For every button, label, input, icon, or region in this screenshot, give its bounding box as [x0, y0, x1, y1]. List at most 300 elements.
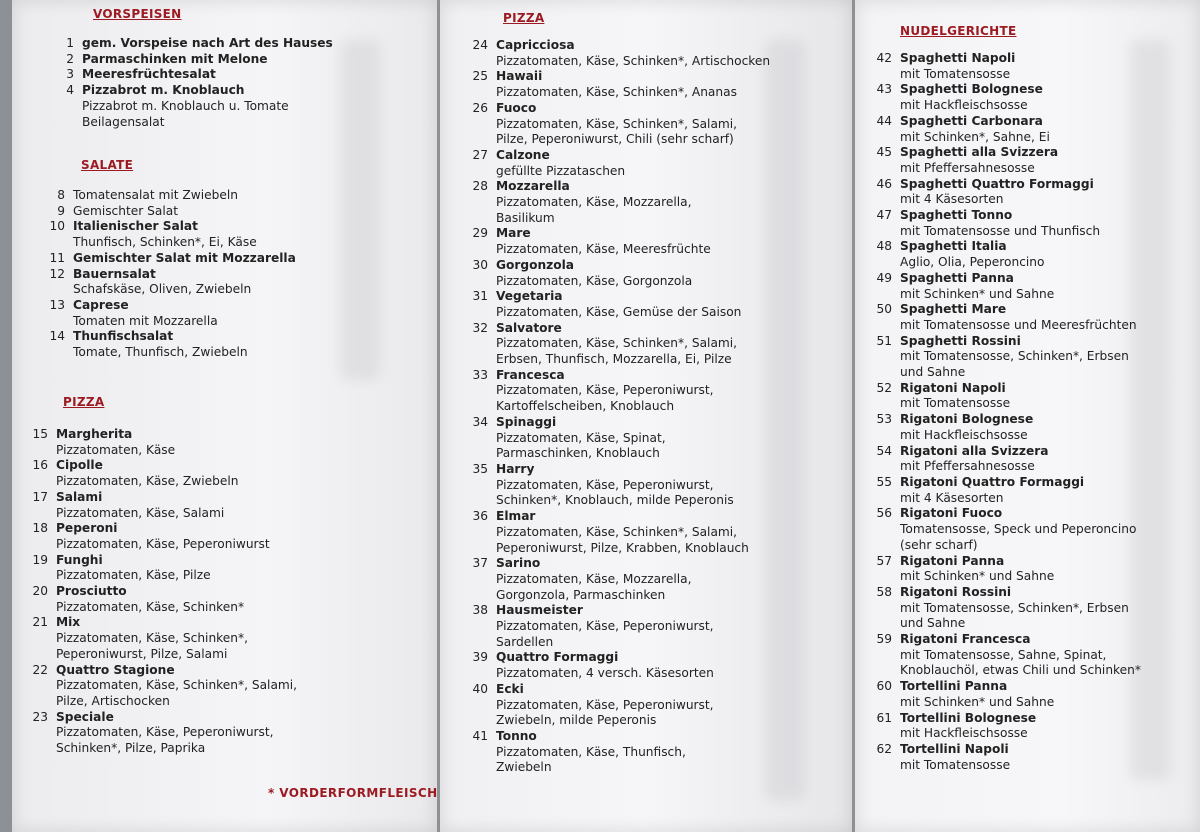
menu-item	[43, 298, 373, 329]
item-number: 22	[32, 662, 48, 677]
item-description	[496, 619, 766, 650]
menu-item	[43, 267, 373, 298]
item-name: Spaghetti Panna	[900, 270, 1014, 285]
item-name: Spinaggi	[496, 414, 557, 429]
item-description-line: Pizzatomaten, Käse, Schinken*, Salami,	[56, 678, 298, 693]
item-number: 36	[472, 509, 488, 524]
item-description-line: Pizzatomaten, Käse, Schinken*, Salami,	[496, 524, 738, 539]
item-description-line: Pizzatomaten, Käse, Mozzarella,	[496, 571, 692, 586]
menu-item	[870, 381, 1160, 412]
item-name: Mare	[496, 226, 531, 241]
item-name: Mozzarella	[496, 179, 570, 194]
item-description	[496, 85, 766, 101]
menu-item	[466, 258, 766, 289]
menu-item	[870, 711, 1160, 742]
item-description-line: Tomaten mit Mozzarella	[73, 313, 218, 328]
menu-item	[466, 556, 766, 603]
item-number: 58	[876, 584, 892, 599]
item-name: Spaghetti Quattro Formaggi	[900, 176, 1094, 191]
item-description	[73, 314, 373, 330]
item-description-line: mit Tomatensosse und Thunfisch	[900, 223, 1101, 238]
menu-item	[466, 682, 766, 729]
menu-item	[466, 462, 766, 509]
item-number: 46	[876, 176, 892, 191]
item-number: 33	[472, 367, 488, 382]
item-description	[900, 130, 1160, 146]
item-description	[56, 506, 386, 522]
item-name: Caprese	[73, 297, 129, 312]
item-description-line: Pizzatomaten, Käse, Mozzarella,	[496, 195, 692, 210]
item-number: 37	[472, 556, 488, 571]
item-description	[56, 443, 386, 459]
item-name: Quattro Stagione	[56, 662, 175, 677]
item-description-line: Pizzatomaten, Käse, Meeresfrüchte	[496, 242, 711, 257]
menu-item	[870, 302, 1160, 333]
menu-item	[870, 239, 1160, 270]
menu-item	[26, 553, 386, 584]
item-description-line: Pilze, Artischocken	[56, 693, 170, 708]
item-description-line: Thunfisch, Schinken*, Ei, Käse	[73, 235, 257, 250]
menu-item-extra: Beilagensalat	[82, 114, 165, 129]
item-description-line: und Sahne	[900, 365, 966, 380]
menu-item	[870, 145, 1160, 176]
menu-item	[26, 584, 386, 615]
item-name: Parmaschinken mit Melone	[82, 51, 268, 66]
item-name: Tortellini Napoli	[900, 741, 1009, 756]
item-description	[496, 164, 766, 180]
item-description	[56, 600, 386, 616]
menu-item	[870, 82, 1160, 113]
menu-item	[870, 51, 1160, 82]
item-description	[56, 568, 386, 584]
item-name: Spaghetti Rossini	[900, 333, 1021, 348]
item-number: 61	[876, 710, 892, 725]
item-description	[900, 349, 1160, 380]
menu-item	[466, 69, 766, 100]
item-description-line: Pizzatomaten, Käse, Schinken*, Artischocken	[496, 53, 771, 68]
item-number: 59	[876, 632, 892, 647]
item-name: Gemischter Salat	[73, 203, 178, 218]
item-description-line: Pizzatomaten, Käse, Schinken*	[56, 599, 245, 614]
menu-item	[870, 444, 1160, 475]
item-number: 2	[66, 51, 74, 66]
section-heading-salate: SALATE	[81, 158, 134, 172]
item-description	[56, 678, 386, 709]
item-description-line: Peperoniwurst, Pilze, Krabben, Knoblauch	[496, 540, 749, 555]
menu-item	[43, 329, 373, 360]
menu-item	[870, 475, 1160, 506]
menu-item	[870, 412, 1160, 443]
item-name: Tomatensalat mit Zwiebeln	[73, 188, 238, 202]
item-description	[900, 287, 1160, 303]
item-name: Vegetaria	[496, 289, 563, 304]
item-name: Hawaii	[496, 69, 543, 84]
menu-item	[26, 490, 386, 521]
item-description	[496, 431, 766, 462]
item-name: Tonno	[496, 728, 537, 743]
item-description	[73, 235, 373, 251]
item-description-line: Pizzatomaten, Käse, Peperoniwurst,	[496, 383, 714, 398]
item-description-line: mit Tomatensosse, Schinken*, Erbsen	[900, 600, 1129, 615]
item-name: Meeresfrüchtesalat	[82, 67, 216, 82]
item-number: 30	[472, 257, 488, 272]
item-number: 42	[876, 51, 892, 65]
item-description-line: Pizzatomaten, Käse, Salami	[56, 505, 225, 520]
item-description	[56, 537, 386, 553]
item-description	[496, 478, 766, 509]
item-name: Salvatore	[496, 320, 562, 335]
item-number: 60	[876, 679, 892, 694]
item-name: Pizzabrot m. Knoblauch	[82, 83, 245, 98]
menu-item	[26, 615, 386, 662]
item-description	[900, 224, 1160, 240]
item-number: 25	[472, 69, 488, 84]
section-heading-vorspeisen: VORSPEISEN	[93, 7, 182, 21]
menu-item	[870, 585, 1160, 632]
item-name: Spaghetti Mare	[900, 302, 1007, 317]
item-number: 53	[876, 412, 892, 427]
menu-item	[466, 368, 766, 415]
item-number: 15	[32, 427, 48, 441]
menu-item	[466, 415, 766, 462]
menu-item	[870, 632, 1160, 679]
item-description-line: mit 4 Käsesorten	[900, 192, 1004, 207]
footnote: * VORDERFORMFLEISCH	[268, 786, 438, 800]
item-number: 47	[876, 208, 892, 223]
item-name: Tortellini Panna	[900, 679, 1008, 694]
item-description	[900, 459, 1160, 475]
item-name: Spaghetti alla Svizzera	[900, 145, 1059, 160]
item-number: 38	[472, 603, 488, 618]
item-number: 41	[472, 728, 488, 743]
item-number: 34	[472, 414, 488, 429]
item-description	[900, 726, 1160, 742]
item-description-line: Pizzatomaten, Käse, Schinken*,	[56, 631, 248, 646]
item-description-line: mit 4 Käsesorten	[900, 490, 1004, 505]
menu-item	[466, 38, 771, 69]
item-description	[900, 67, 1160, 83]
item-name: Francesca	[496, 367, 565, 382]
menu-item	[43, 188, 373, 204]
section-heading-pizza-continued: PIZZA	[503, 11, 545, 25]
item-number: 4	[66, 83, 74, 98]
menu-item	[466, 101, 766, 148]
menu-item	[52, 52, 372, 68]
item-description-line: Pizzatomaten, Käse	[56, 442, 176, 457]
item-description	[900, 318, 1160, 334]
menu-item	[466, 603, 766, 650]
item-description	[496, 666, 766, 682]
item-description	[496, 274, 766, 290]
item-name: Spaghetti Tonno	[900, 208, 1013, 223]
item-name: Tortellini Bolognese	[900, 710, 1037, 725]
item-number: 13	[49, 297, 65, 312]
nudel-list	[870, 51, 1160, 773]
item-number: 56	[876, 506, 892, 521]
item-description-line: Parmaschinken, Knoblauch	[496, 446, 660, 461]
item-description-line: Pizzatomaten, Käse, Gorgonzola	[496, 273, 693, 288]
item-number: 32	[472, 320, 488, 335]
item-number: 29	[472, 226, 488, 241]
item-number: 19	[32, 552, 48, 567]
item-description	[900, 491, 1160, 507]
item-name: Thunfischsalat	[73, 329, 174, 344]
item-number: 8	[57, 188, 65, 202]
item-description-line: Pizzatomaten, Käse, Schinken*, Ananas	[496, 85, 737, 100]
menu-item	[26, 458, 386, 489]
menu-item	[43, 251, 373, 267]
salate-list	[43, 188, 373, 361]
item-description	[900, 601, 1160, 632]
item-description-line: Zwiebeln, milde Peperonis	[496, 713, 657, 728]
item-name: Rigatoni Quattro Formaggi	[900, 474, 1085, 489]
item-description-line: Gorgonzola, Parmaschinken	[496, 587, 666, 602]
item-number: 17	[32, 489, 48, 504]
menu-item	[466, 321, 766, 368]
item-name: Quattro Formaggi	[496, 650, 619, 665]
item-name: Rigatoni Rossini	[900, 584, 1012, 599]
menu-item	[52, 83, 372, 99]
item-name: Rigatoni Panna	[900, 553, 1005, 568]
pizza-list-left	[26, 427, 386, 757]
item-description-line: Schinken*, Knoblauch, milde Peperonis	[496, 493, 734, 508]
item-description	[900, 428, 1160, 444]
item-number: 9	[57, 203, 65, 218]
item-name: Spaghetti Italia	[900, 239, 1007, 254]
item-description-line: Pizzatomaten, Käse, Schinken*, Salami,	[496, 116, 738, 131]
item-number: 35	[472, 461, 488, 476]
item-number: 24	[472, 38, 488, 52]
item-description-line: Aglio, Olia, Peperoncino	[900, 255, 1045, 270]
item-name: Margherita	[56, 427, 133, 441]
item-description	[496, 745, 766, 776]
item-description-line: Pizzatomaten, Käse, Gemüse der Saison	[496, 304, 742, 319]
item-name: Peperoni	[56, 521, 118, 536]
item-description-line: Schinken*, Pilze, Paprika	[56, 741, 206, 756]
item-number: 57	[876, 553, 892, 568]
item-description-line: mit Tomatensosse, Schinken*, Erbsen	[900, 349, 1129, 364]
menu-item	[466, 226, 766, 257]
item-description	[56, 474, 386, 490]
item-description-line: Pizzatomaten, 4 versch. Käsesorten	[496, 666, 714, 681]
menu-item	[466, 509, 766, 556]
item-description-line: Pizzatomaten, Käse, Peperoniwurst,	[56, 725, 274, 740]
item-number: 50	[876, 302, 892, 317]
menu-item	[466, 729, 766, 776]
item-description	[900, 161, 1160, 177]
item-number: 12	[49, 266, 65, 281]
item-number: 11	[49, 250, 65, 265]
item-description-line: Knoblauchöl, etwas Chili und Schinken*	[900, 663, 1141, 678]
item-number: 1	[66, 36, 74, 50]
section-heading-pizza: PIZZA	[63, 395, 105, 409]
item-description	[496, 572, 766, 603]
item-description	[900, 192, 1160, 208]
item-name: Mix	[56, 615, 81, 630]
item-name: Harry	[496, 461, 535, 476]
item-description-line: Zwiebeln	[496, 760, 552, 775]
menu-item	[870, 742, 1160, 773]
item-description-line: Tomate, Thunfisch, Zwiebeln	[73, 345, 248, 360]
menu-item	[466, 148, 766, 179]
item-number: 31	[472, 289, 488, 304]
item-name: Hausmeister	[496, 603, 583, 618]
item-number: 54	[876, 443, 892, 458]
item-description-line: mit Pfeffersahnesosse	[900, 160, 1035, 175]
item-description	[900, 522, 1160, 553]
item-description	[496, 242, 766, 258]
item-name: Salami	[56, 489, 103, 504]
item-description-line: mit Tomatensosse, Sahne, Spinat,	[900, 647, 1107, 662]
menu-item	[52, 36, 372, 52]
item-number: 3	[66, 67, 74, 82]
item-description-line: (sehr scharf)	[900, 537, 978, 552]
pizza-list-middle	[466, 38, 771, 776]
item-number: 52	[876, 380, 892, 395]
item-description-line: und Sahne	[900, 616, 966, 631]
item-description	[496, 525, 766, 556]
item-description	[496, 383, 766, 414]
item-number: 10	[49, 219, 65, 234]
item-description-line: mit Tomatensosse und Meeresfrüchten	[900, 317, 1137, 332]
item-number: 44	[876, 113, 892, 128]
item-number: 40	[472, 681, 488, 696]
menu-item	[466, 650, 766, 681]
menu-item	[870, 177, 1160, 208]
item-description-line: Pizzatomaten, Käse, Peperoniwurst,	[496, 619, 714, 634]
item-name: Spaghetti Bolognese	[900, 82, 1043, 97]
item-number: 45	[876, 145, 892, 160]
section-heading-nudelgerichte: NUDELGERICHTE	[900, 24, 1017, 38]
item-number: 55	[876, 474, 892, 489]
item-description	[496, 305, 766, 321]
item-description-line: Sardellen	[496, 634, 554, 649]
item-description	[496, 698, 766, 729]
price-column-shadow	[765, 40, 805, 800]
item-description-line: mit Hackfleischsosse	[900, 427, 1028, 442]
item-description	[900, 396, 1160, 412]
item-description-line: Peperoniwurst, Pilze, Salami	[56, 646, 228, 661]
item-number: 62	[876, 741, 892, 756]
item-description-line: mit Tomatensosse	[900, 66, 1011, 81]
item-description-line: mit Hackfleischsosse	[900, 726, 1028, 741]
menu-item	[870, 679, 1160, 710]
item-number: 49	[876, 270, 892, 285]
item-description-line: Pizzatomaten, Käse, Pilze	[56, 568, 211, 583]
item-number: 48	[876, 239, 892, 254]
menu-item	[52, 67, 372, 83]
item-description	[56, 725, 386, 756]
item-description-line: Pizzatomaten, Käse, Zwiebeln	[56, 474, 239, 489]
vorspeisen-list	[52, 36, 372, 130]
item-name: Rigatoni alla Svizzera	[900, 443, 1049, 458]
item-name: Funghi	[56, 552, 103, 567]
menu-item	[26, 427, 386, 458]
menu-item	[870, 334, 1160, 381]
item-description	[900, 569, 1160, 585]
menu-item	[43, 204, 373, 220]
item-description	[496, 53, 771, 70]
item-description	[73, 345, 373, 361]
item-name: Rigatoni Bolognese	[900, 412, 1034, 427]
item-description-line: Pizzatomaten, Käse, Thunfisch,	[496, 744, 686, 759]
item-description-line: mit Tomatensosse	[900, 757, 1011, 772]
item-description-line: Pilze, Peperoniwurst, Chili (sehr scharf)	[496, 132, 734, 147]
item-name: Cipolle	[56, 458, 103, 473]
item-description-line: Pizzatomaten, Käse, Peperoniwurst	[56, 536, 270, 551]
item-number: 51	[876, 333, 892, 348]
item-description-line: mit Schinken* und Sahne	[900, 694, 1055, 709]
item-name: Sarino	[496, 556, 541, 571]
menu-item	[26, 710, 386, 757]
item-name: Speciale	[56, 709, 114, 724]
item-name: Gorgonzola	[496, 257, 575, 272]
menu-item-extra: Pizzabrot m. Knoblauch u. Tomate	[82, 98, 289, 113]
item-name: Fuoco	[496, 100, 537, 115]
item-description	[496, 336, 766, 367]
item-name: Rigatoni Fuoco	[900, 506, 1003, 521]
item-number: 21	[32, 615, 48, 630]
item-number: 14	[49, 329, 65, 344]
item-description	[56, 631, 386, 662]
item-name: Ecki	[496, 681, 524, 696]
item-description-line: Schafskäse, Oliven, Zwiebeln	[73, 282, 252, 297]
menu-item	[870, 271, 1160, 302]
item-description	[73, 282, 373, 298]
item-number: 18	[32, 521, 48, 536]
item-description-line: mit Schinken* und Sahne	[900, 286, 1055, 301]
item-number: 39	[472, 650, 488, 665]
item-number: 23	[32, 709, 48, 724]
item-description-line: Pizzatomaten, Käse, Peperoniwurst,	[496, 477, 714, 492]
item-number: 27	[472, 147, 488, 162]
menu-item	[870, 208, 1160, 239]
menu-item	[466, 179, 766, 226]
item-name: Bauernsalat	[73, 266, 156, 281]
item-description	[496, 117, 766, 148]
menu-item	[26, 521, 386, 552]
item-description-line: Pizzatomaten, Käse, Spinat,	[496, 430, 666, 445]
item-number: 16	[32, 458, 48, 473]
menu-item	[466, 289, 766, 320]
item-description	[900, 758, 1160, 774]
item-number: 28	[472, 179, 488, 194]
item-description-line: mit Schinken* und Sahne	[900, 569, 1055, 584]
item-description-line: mit Pfeffersahnesosse	[900, 459, 1035, 474]
menu-item	[26, 663, 386, 710]
item-description	[900, 648, 1160, 679]
item-description-line: Kartoffelscheiben, Knoblauch	[496, 399, 675, 414]
item-description	[900, 98, 1160, 114]
item-description-line: mit Hackfleischsosse	[900, 98, 1028, 113]
item-description-line: Erbsen, Thunfisch, Mozzarella, Ei, Pilze	[496, 352, 732, 367]
item-description-line: Basilikum	[496, 210, 555, 225]
item-description-line: Tomatensosse, Speck und Peperoncino	[900, 522, 1137, 537]
menu-item	[870, 114, 1160, 145]
item-description	[496, 195, 766, 226]
item-description-line: Pizzatomaten, Käse, Peperoniwurst,	[496, 697, 714, 712]
item-name: Gemischter Salat mit Mozzarella	[73, 250, 296, 265]
item-name: Spaghetti Napoli	[900, 51, 1016, 65]
item-name: Rigatoni Francesca	[900, 632, 1031, 647]
item-name: Elmar	[496, 509, 536, 524]
item-name: gem. Vorspeise nach Art des Hauses	[82, 36, 333, 50]
item-description	[900, 255, 1160, 271]
item-description-line: mit Schinken*, Sahne, Ei	[900, 129, 1050, 144]
item-description-line: gefüllte Pizzataschen	[496, 163, 626, 178]
menu-item	[870, 554, 1160, 585]
item-name: Capricciosa	[496, 38, 575, 52]
